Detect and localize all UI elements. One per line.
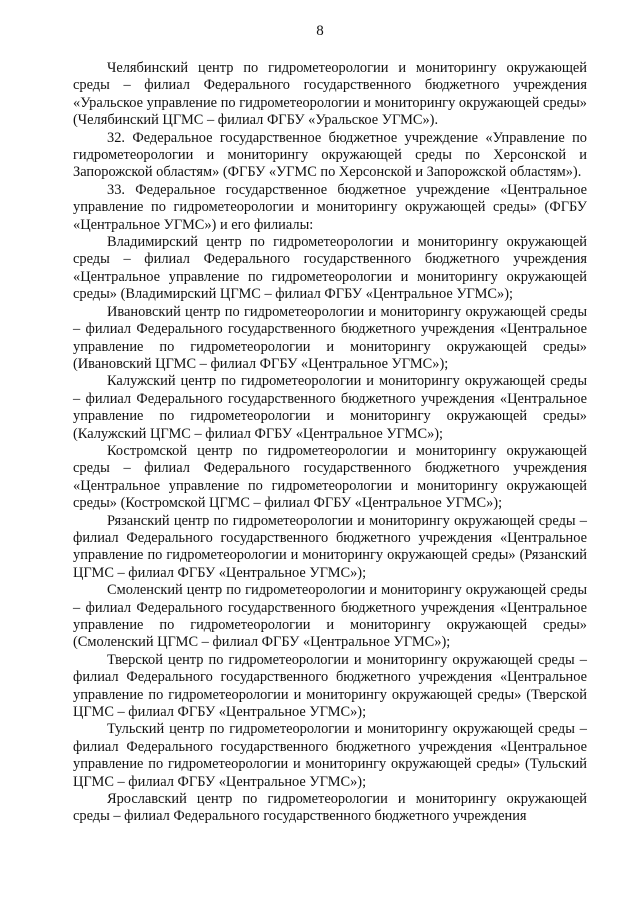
paragraph-chelyabinsk-cgms: Челябинский центр по гидрометеорологии и мониторингу окружающей среды – филиал Федерального государственного бюджетного учреждения «Уральское управление по гидрометеорологии и мониторингу окружающей среды» (Челябинский ЦГМС – филиал ФГБУ «Уральское УГМС»).	[73, 60, 587, 129]
paragraph-smolensk-cgms: Смоленский центр по гидрометеорологии и мониторингу окружающей среды – филиал Федерального государственного бюджетного учреждения «Центральное управление по гидрометеорологии и мониторингу окружающей среды» (Смоленский ЦГМС – филиал ФГБУ «Центральное УГМС»);	[73, 582, 587, 651]
paragraph-ryazan-cgms: Рязанский центр по гидрометеорологии и мониторингу окружающей среды – филиал Федерального государственного бюджетного учреждения «Центральное управление по гидрометеорологии и мониторингу окружающей среды» (Рязанский ЦГМС – филиал ФГБУ «Центральное УГМС»);	[73, 512, 587, 581]
paragraph-kostroma-cgms: Костромской центр по гидрометеорологии и мониторингу окружающей среды – филиал Федерального государственного бюджетного учреждения «Центральное управление по гидрометеорологии и мониторингу окружающей среды» (Костромской ЦГМС – филиал ФГБУ «Центральное УГМС»);	[73, 442, 587, 512]
paragraph-ivanovo-cgms: Ивановский центр по гидрометеорологии и мониторингу окружающей среды – филиал Федерального государственного бюджетного учреждения «Центральное управление по гидрометеорологии и мониторингу окружающей среды» (Ивановский ЦГМС – филиал ФГБУ «Центральное УГМС»);	[73, 303, 587, 372]
page-number: 8	[316, 23, 324, 39]
paragraph-tver-cgms: Тверской центр по гидрометеорологии и мониторингу окружающей среды – филиал Федерального государственного бюджетного учреждения «Центральное управление по гидрометеорологии и мониторингу окружающей среды» (Тверской ЦГМС – филиал ФГБУ «Центральное УГМС»);	[73, 651, 587, 721]
paragraph-vladimir-cgms: Владимирский центр по гидрометеорологии и мониторингу окружающей среды – филиал Федерального государственного бюджетного учреждения «Центральное управление по гидрометеорологии и мониторингу окружающей среды» (Владимирский ЦГМС – филиал ФГБУ «Центральное УГМС»);	[73, 234, 587, 303]
document-body	[73, 60, 587, 826]
paragraph-tula-cgms: Тульский центр по гидрометеорологии и мониторингу окружающей среды – филиал Федерального государственного бюджетного учреждения «Центральное управление по гидрометеорологии и мониторингу окружающей среды» (Тульский ЦГМС – филиал ФГБУ «Центральное УГМС»);	[73, 721, 587, 790]
paragraph-kaluga-cgms: Калужский центр по гидрометеорологии и мониторингу окружающей среды – филиал Федерального государственного бюджетного учреждения «Центральное управление по гидрометеорологии и мониторингу окружающей среды» (Калужский ЦГМС – филиал ФГБУ «Центральное УГМС»);	[73, 373, 587, 442]
paragraph-item-32: 32. Федеральное государственное бюджетное учреждение «Управление по гидрометеорологии и мониторингу окружающей среды по Херсонской и Запорожской областям» (ФГБУ «УГМС по Херсонской и Запорожской областям»).	[73, 129, 587, 181]
paragraph-item-33: 33. Федеральное государственное бюджетное учреждение «Центральное управление по гидрометеорологии и мониторингу окружающей среды» (ФГБУ «Центральное УГМС») и его филиалы:	[73, 181, 587, 233]
paragraph-yaroslavl-cgms: Ярославский центр по гидрометеорологии и мониторингу окружающей среды – филиал Федерального государственного бюджетного учреждения	[73, 791, 587, 825]
